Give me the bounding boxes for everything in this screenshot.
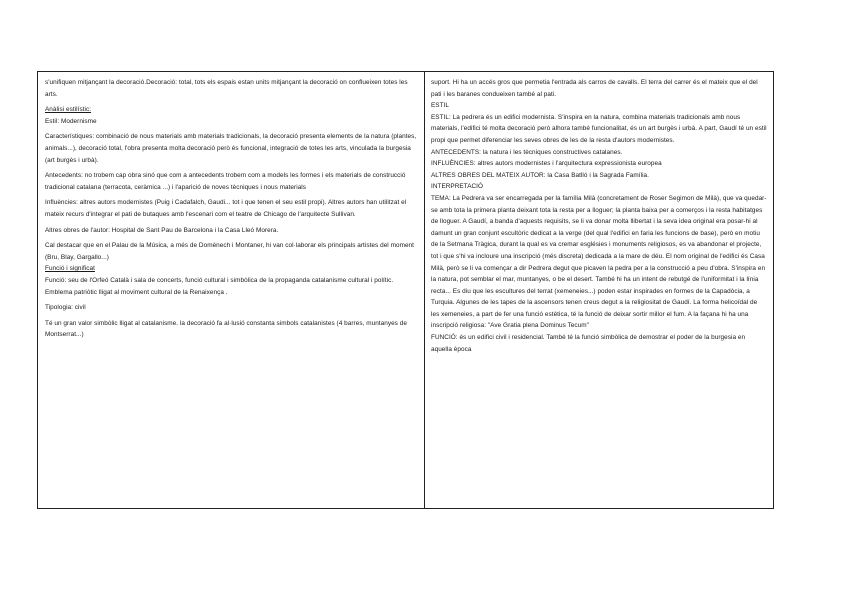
funcio-paragraph: Funció: seu de l'Orfeó Català i sala de concerts, funció cultural i simbòlica de la propaganda catalanisme cultural i polític. Emblema patriòtic lligat al moviment cultural de la Renaixença . [45,276,394,296]
tema-paragraph: TEMA: La Pedrera va ser encarregada per la família Milà (concretament de Roser Segimon de Milà), que va quedar-se amb tota la primera planta deixant tota la resta per a lloguer; la planta baixa per a comerços i la resta habitatges de lloguer. A Gaudí, a banda d'aquests requisits, se li va donar molta llibertat i la seva idea original era posar-hi al damunt un gran conjunt escultòric dedicat a la verge (del qual l'edifici en faria les funcions de base), però en motiu de la Setmana Tràgica, durant la qual es va cremar esglésies i monuments religiosos, es va abandonar el projecte, tot i que s'hi va incloure una inscripció (més discreta) dedicada a la mare de déu. El nom original de l'edifici és Casa Milà, però se li va començar a dir Pedrera degut que picaven la pedra per a la construcció a peu d'obra. S'inspira en la natura, pot semblar el mar, muntanyes, o be el desert. També hi ha un intent de rebutgé de l'uniformitat i la línia recta... Es diu que les escultures del terrat (xemeneies...) poden estar inspirades en formes de la Capadòcia, a Turquia. Algunes de les tapes de la ascensors tenen creus degut a la religiositat de Gaudí. La forma helicoïdal de les xemeneies, a part de fer una funció estètica, té la funció de deixar sortir millor el fum. A la façana hi ha una inscripció religiosa: "Ave Gratia plena Dominus Tecum" [431,194,767,330]
right-column [425,72,773,508]
cal-destacar-paragraph: Cal destacar que en el Palau de la Música, a més de Domènech i Montaner, hi van col·laborar els principals artistes del moment (Bru, Blay, Gargallo...) [45,242,414,261]
left-intro-paragraph: s'unifiquen mitjançant la decoració.Decoració: total, tots els espais estan units mitjançant la decoració on conflueixen totes les arts. [45,79,408,98]
altres-obres-line: ALTRES OBRES DEL MATEIX AUTOR: la Casa Batlló i la Sagrada Família. [431,171,649,179]
section-heading-funcio: Funció i significat [45,265,95,273]
influencies-line: INFLUÈNCIES: altres autors modernistes i l'arquitectura expressionista europea [431,160,662,168]
tipologia-line: Tipologia: civil [45,304,86,312]
altres-obres-paragraph: Altres obres de l'autor: Hospital de Sant Pau de Barcelona i la Casa Lleó Morera. [45,226,279,234]
antecedents-paragraph: Antecedents: no trobem cap obra sinó que com a antecedents trobem com a models les formes i els materials de construcció tradicional catalana (terracota, ceràmica ...) i l'aparició de noves tècniques i nous materials [45,172,406,191]
estil-heading: ESTIL [431,102,450,110]
right-intro-paragraph: suport. Hi ha un accés gros que permetia l'entrada als carros de cavalls. El terra del carrer és el mateix que el del pati i les baranes condueixen també al pati. [431,79,758,98]
left-column [38,72,425,508]
funcio-line: FUNCIÓ: és un edifici civil i residencial. També té la funció simbòlica de demostrar el poder de la burgesia en aquella època [431,334,746,353]
estil-line: Estil: Modernisme [45,117,97,125]
interpretacio-heading: INTERPRETACIÓ [431,183,484,191]
antecedents-line: ANTECEDENTS: la natura i les tècniques constructives catalanes. [431,148,623,156]
estil-paragraph: ESTIL: La pedrera és un edifici modernista. S'inspira en la natura, combina materials tradicionals amb nous materials, l'edifici té molta decoració però alhora també funcionalitat, és un art burgès i urbà. A part, Gaudí té un estil propi que permet diferenciar les seves obres de les de la resta d'autors modernistes. [431,113,767,144]
influencies-paragraph: Influències: altres autors modernistes (Puig i Cadafalch, Gaudi... tot i que tenen el seu estil propi). Altres autors han utilitzat el mateix recurs d'integrar el pati de butaques amb l'escenari com el teatre de Chicago de l'arquitecte Sullivan. [45,199,407,218]
significat-paragraph: Té un gran valor simbòlic lligat al catalanisme. la decoració fa al·lusió constanta simbols catalanistes (4 barres, muntanyes de Montserrat...) [45,319,407,339]
caracteristiques-paragraph: Característiques: combinació de nous materials amb materials tradicionals, la decoració presenta elements de la natura (plantes, animals...), decoració total, l'obra presenta molta decoració però és funcional, integració de totes les arts, vinculada la burgesia (art burgès i urbà). [45,133,417,164]
section-heading-analisi: Anàlisi estilístic: [45,106,92,114]
document-table [37,71,774,509]
